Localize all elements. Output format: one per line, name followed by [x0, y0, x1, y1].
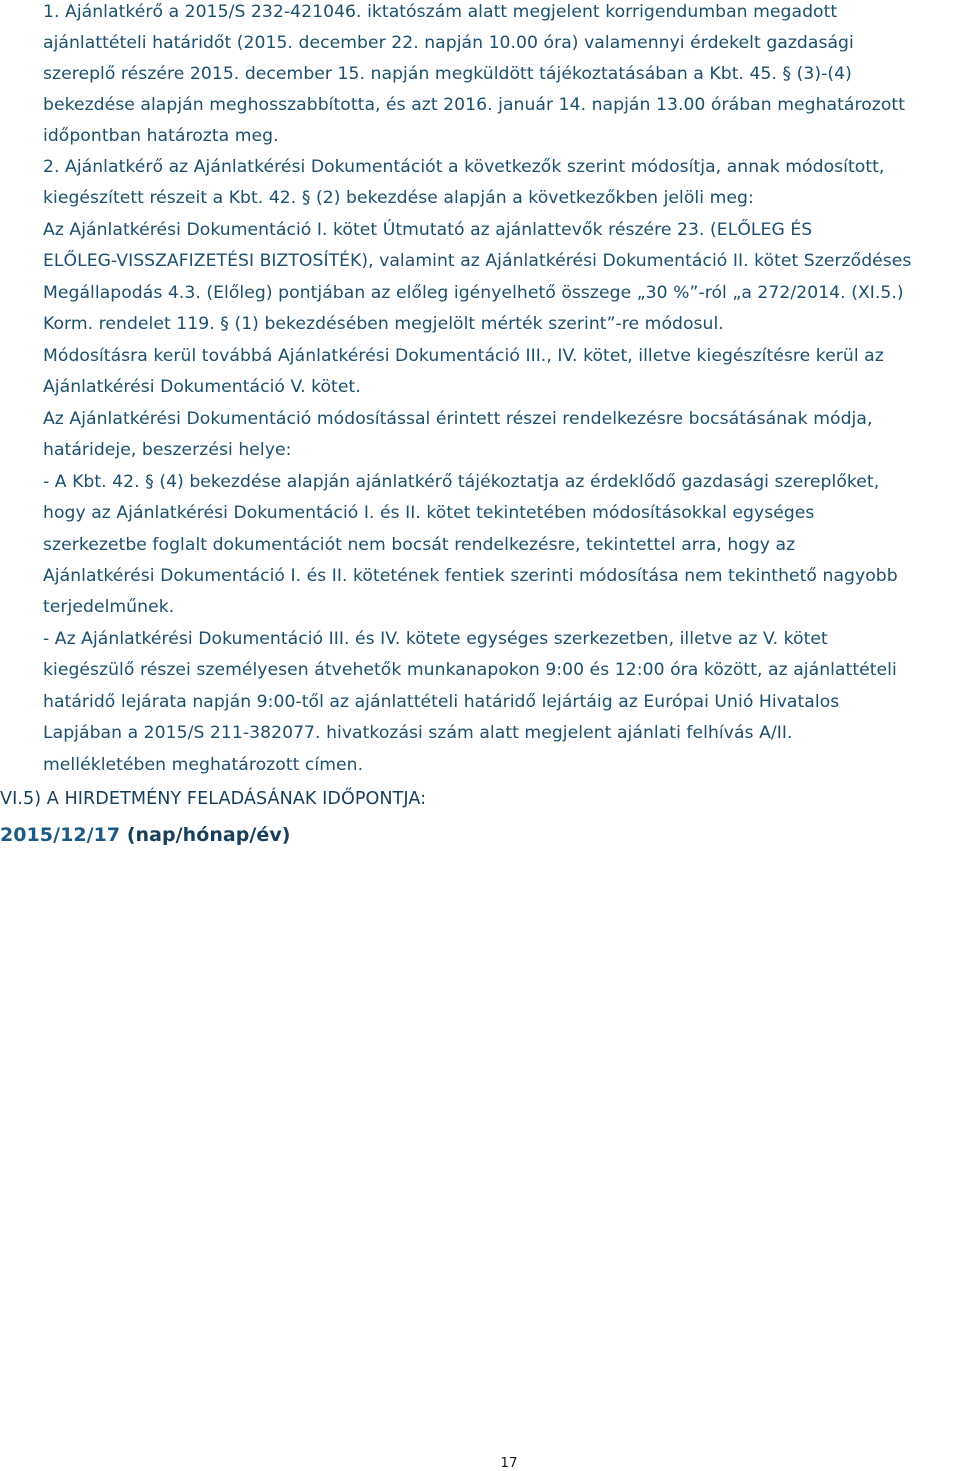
text-line-18: szerkezetbe foglalt dokumentációt nem bocsát rendelkezésre, tekintettel arra, hogy az — [43, 535, 796, 555]
date-format: (nap/hónap/év) — [126, 824, 291, 846]
text-line-21: - Az Ajánlatkérési Dokumentáció III. és IV. kötete egységes szerkezetben, illetve az V. kötet — [43, 629, 828, 649]
text-line-8: Az Ajánlatkérési Dokumentáció I. kötet Útmutató az ajánlattevők részére 23. (ELŐLEG ÉS — [43, 220, 813, 240]
text-line-6: 2. Ajánlatkérő az Ajánlatkérési Dokumentációt a következők szerint módosítja, annak módosított, — [43, 157, 885, 177]
text-line-4: bekezdése alapján meghosszabbította, és azt 2016. január 14. napján 13.00 órában meghatározott — [43, 95, 905, 115]
text-line-14: Az Ajánlatkérési Dokumentáció módosítással érintett részei rendelkezésre bocsátásának módja, — [43, 409, 873, 429]
text-line-2: ajánlattételi határidőt (2015. december 22. napján 10.00 óra) valamennyi érdekelt gazdasági — [43, 33, 854, 53]
text-line-16: - A Kbt. 42. § (4) bekezdése alapján ajánlatkérő tájékoztatja az érdeklődő gazdasági szereplőket, — [43, 472, 880, 492]
text-line-22: kiegészülő részei személyesen átvehetők munkanapokon 9:00 és 12:00 óra között, az ajánlattételi — [43, 660, 897, 680]
text-line-10: Megállapodás 4.3. (Előleg) pontjában az előleg igényelhető összege „30 %”-ról „a 272/2014. (XI.5.) — [43, 283, 904, 303]
text-line-5: időpontban határozta meg. — [43, 126, 279, 146]
text-line-20: terjedelműnek. — [43, 597, 175, 617]
text-line-13: Ajánlatkérési Dokumentáció V. kötet. — [43, 377, 361, 397]
page-number: 17 — [500, 1455, 518, 1471]
section-heading: VI.5) A HIRDETMÉNY FELADÁSÁNAK IDŐPONTJA: — [0, 789, 427, 809]
publication-date — [0, 826, 291, 845]
text-line-7: kiegészített részeit a Kbt. 42. § (2) bekezdése alapján a következőkben jelöli meg: — [43, 188, 754, 208]
text-line-24: Lapjában a 2015/S 211-382077. hivatkozási szám alatt megjelent ajánlati felhívás A/II. — [43, 723, 793, 743]
text-line-23: határidő lejárata napján 9:00-től az ajánlattételi határidő lejártáig az Európai Unió Hivatalos — [43, 692, 840, 712]
text-line-19: Ajánlatkérési Dokumentáció I. és II. kötetének fentiek szerinti módosítása nem tekinthető nagyobb — [43, 566, 898, 586]
text-line-1: 1. Ajánlatkérő a 2015/S 232-421046. iktatószám alatt megjelent korrigendumban megadott — [43, 2, 838, 22]
text-line-11: Korm. rendelet 119. § (1) bekezdésében megjelölt mérték szerint”-re módosul. — [43, 314, 724, 334]
text-line-9: ELŐLEG-VISSZAFIZETÉSI BIZTOSÍTÉK), valamint az Ajánlatkérési Dokumentáció II. kötet Szerződéses — [43, 251, 912, 271]
text-line-15: határideje, beszerzési helye: — [43, 440, 292, 460]
date-value: 2015/12/17 — [0, 824, 121, 846]
text-line-12: Módosításra kerül továbbá Ajánlatkérési Dokumentáció III., IV. kötet, illetve kiegészítésre kerül az — [43, 346, 884, 366]
text-line-25: mellékletében meghatározott címen. — [43, 755, 364, 775]
text-line-17: hogy az Ajánlatkérési Dokumentáció I. és II. kötet tekintetében módosításokkal egységes — [43, 503, 815, 523]
text-line-3: szereplő részére 2015. december 15. napján megküldött tájékoztatásában a Kbt. 45. § (3)-(4) — [43, 64, 852, 84]
